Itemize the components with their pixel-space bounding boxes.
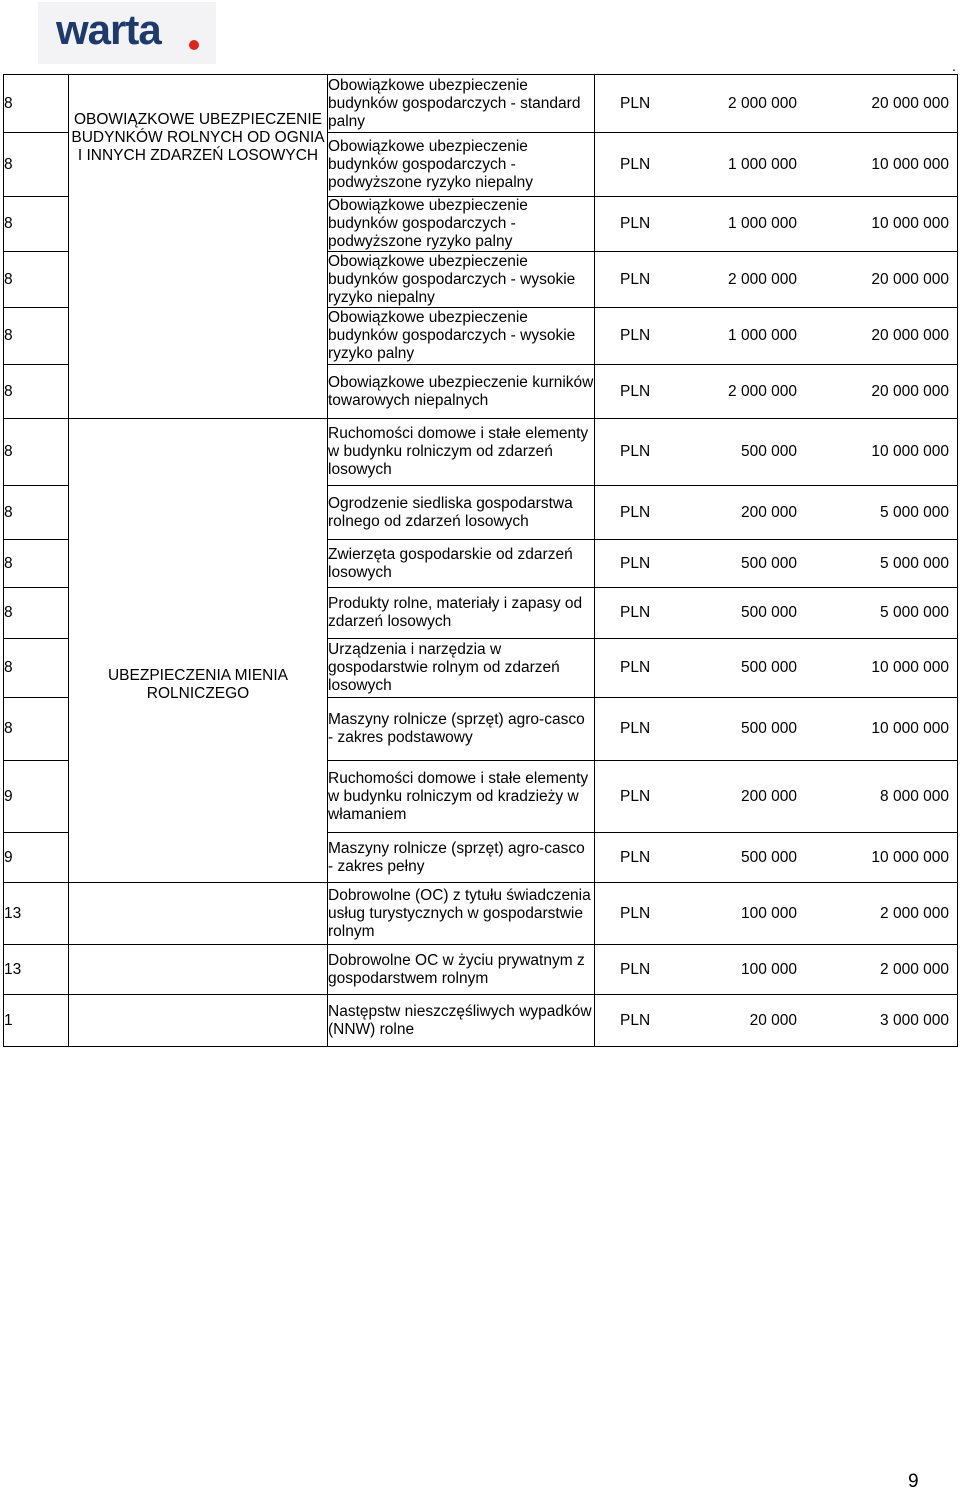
row-min-sum: 200 000 [740, 787, 797, 805]
row-max-sum: 10 000 000 [871, 443, 949, 460]
row-max-sum: 5 000 000 [880, 554, 949, 572]
row-currency: PLN [620, 720, 651, 737]
row-limits-values [595, 659, 957, 677]
row-code: 8 [4, 486, 69, 540]
row-description: Obowiązkowe ubezpieczenie budynków gospodarczych - podwyższone ryzyko palny [328, 197, 595, 252]
row-min-sum: 1 000 000 [728, 215, 797, 232]
logo-dot [189, 40, 199, 50]
row-description: Maszyny rolnicze (sprzęt) agro-casco - zakres podstawowy [328, 698, 595, 761]
category-buildings [69, 75, 328, 419]
row-max-sum: 10 000 000 [871, 720, 949, 737]
row-limits-values [595, 1012, 957, 1030]
row-limits [595, 833, 958, 883]
row-description: Obowiązkowe ubezpieczenie budynków gospodarczych - podwyższone ryzyko niepalny [328, 133, 595, 197]
row-min-sum: 1 000 000 [728, 327, 797, 344]
row-code: 13 [4, 945, 69, 995]
row-max-sum: 3 000 000 [880, 1011, 949, 1029]
row-code: 8 [4, 540, 69, 588]
table-row [4, 995, 958, 1047]
row-min-sum: 2 000 000 [728, 270, 797, 288]
row-max-sum: 10 000 000 [871, 659, 949, 676]
table-row [4, 945, 958, 995]
row-currency: PLN [620, 382, 651, 400]
logo-wordmark: warta [56, 6, 161, 53]
row-description: Obowiązkowe ubezpieczenie budynków gospodarczych - wysokie ryzyko palny [328, 308, 595, 365]
row-currency: PLN [620, 215, 651, 232]
row-currency: PLN [620, 787, 651, 805]
row-description: Maszyny rolnicze (sprzęt) agro-casco - zakres pełny [328, 833, 595, 883]
row-min-sum: 500 000 [740, 554, 797, 572]
row-min-sum: 2 000 000 [728, 94, 797, 112]
row-min-sum: 500 000 [740, 848, 797, 866]
row-currency: PLN [620, 1011, 651, 1029]
row-limits-values [595, 156, 957, 174]
row-limits [595, 639, 958, 698]
row-description: Produkty rolne, materiały i zapasy od zdarzeń losowych [328, 588, 595, 639]
row-currency: PLN [620, 848, 651, 866]
row-currency: PLN [620, 503, 651, 521]
row-max-sum: 10 000 000 [871, 155, 949, 173]
row-limits [595, 308, 958, 365]
row-min-sum: 200 000 [740, 503, 797, 521]
row-description: Ruchomości domowe i stałe elementy w budynku rolniczym od zdarzeń losowych [328, 419, 595, 486]
category-empty [69, 995, 328, 1047]
row-limits [595, 995, 958, 1047]
row-code: 8 [4, 308, 69, 365]
row-currency: PLN [620, 554, 651, 572]
row-limits-values [595, 327, 957, 345]
row-max-sum: 20 000 000 [871, 382, 949, 400]
row-max-sum: 5 000 000 [880, 604, 949, 621]
row-currency: PLN [620, 904, 651, 922]
row-code: 9 [4, 761, 69, 833]
row-max-sum: 2 000 000 [880, 960, 949, 978]
row-max-sum: 8 000 000 [880, 787, 949, 805]
row-description: Ruchomości domowe i stałe elementy w budynku rolniczym od kradzieży w włamaniem [328, 761, 595, 833]
row-code: 9 [4, 833, 69, 883]
row-description: Dobrowolne OC w życiu prywatnym z gospodarstwem rolnym [328, 945, 595, 995]
row-min-sum: 500 000 [740, 443, 797, 460]
insurance-table-body [4, 75, 958, 1047]
row-limits-values [595, 604, 957, 622]
insurance-table [3, 74, 958, 1047]
row-description: Następstw nieszczęśliwych wypadków (NNW) rolne [328, 995, 595, 1047]
row-limits-values [595, 215, 957, 233]
stray-mark: . [952, 58, 956, 74]
row-min-sum: 500 000 [740, 659, 797, 676]
row-limits [595, 540, 958, 588]
row-min-sum: 100 000 [740, 960, 797, 978]
row-max-sum: 10 000 000 [871, 848, 949, 866]
row-code: 13 [4, 883, 69, 945]
row-limits-values [595, 555, 957, 573]
row-limits [595, 419, 958, 486]
category-buildings-label: OBOWIĄZKOWE UBEZPIECZENIE BUDYNKÓW ROLNYCH OD OGNIA I INNYCH ZDARZEŃ LOSOWYCH [71, 110, 325, 164]
row-limits-values [595, 961, 957, 979]
row-code: 8 [4, 252, 69, 308]
row-limits [595, 75, 958, 133]
row-description: Obowiązkowe ubezpieczenie budynków gospodarczych - standard palny [328, 75, 595, 133]
row-description: Ogrodzenie siedliska gospodarstwa rolnego od zdarzeń losowych [328, 486, 595, 540]
category-property-label: UBEZPIECZENIA MIENIA ROLNICZEGO [107, 666, 288, 702]
row-max-sum: 20 000 000 [871, 270, 949, 288]
category-empty [69, 945, 328, 995]
row-min-sum: 500 000 [740, 604, 797, 621]
row-code: 8 [4, 419, 69, 486]
row-description: Obowiązkowe ubezpieczenie kurników towarowych niepalnych [328, 365, 595, 419]
row-code: 8 [4, 698, 69, 761]
row-description: Obowiązkowe ubezpieczenie budynków gospodarczych - wysokie ryzyko niepalny [328, 252, 595, 308]
row-limits [595, 698, 958, 761]
page-number: 9 [908, 1471, 919, 1492]
row-currency: PLN [620, 270, 651, 288]
row-limits-values [595, 788, 957, 806]
row-description: Dobrowolne (OC) z tytułu świadczenia usług turystycznych w gospodarstwie rolnym [328, 883, 595, 945]
category-property [69, 419, 328, 883]
row-code: 8 [4, 365, 69, 419]
row-code: 8 [4, 197, 69, 252]
row-code: 8 [4, 75, 69, 133]
row-code: 1 [4, 995, 69, 1047]
row-min-sum: 1 000 000 [728, 155, 797, 173]
row-limits-values [595, 443, 957, 461]
row-currency: PLN [620, 443, 651, 460]
row-currency: PLN [620, 604, 651, 621]
table-row [4, 419, 958, 486]
row-limits [595, 197, 958, 252]
row-max-sum: 20 000 000 [871, 94, 949, 112]
row-limits-values [595, 905, 957, 923]
row-currency: PLN [620, 960, 651, 978]
row-description: Urządzenia i narzędzia w gospodarstwie rolnym od zdarzeń losowych [328, 639, 595, 698]
row-code: 8 [4, 588, 69, 639]
row-limits [595, 883, 958, 945]
row-limits [595, 945, 958, 995]
row-min-sum: 500 000 [740, 720, 797, 737]
row-min-sum: 20 000 [749, 1011, 797, 1029]
row-limits [595, 761, 958, 833]
row-limits [595, 252, 958, 308]
row-currency: PLN [620, 155, 651, 173]
row-currency: PLN [620, 659, 651, 676]
row-limits [595, 133, 958, 197]
row-limits-values [595, 720, 957, 738]
table-row [4, 75, 958, 133]
row-code: 8 [4, 639, 69, 698]
row-currency: PLN [620, 94, 651, 112]
table-row [4, 883, 958, 945]
row-limits-values [595, 849, 957, 867]
row-limits-values [595, 383, 957, 401]
row-limits [595, 588, 958, 639]
row-code: 8 [4, 133, 69, 197]
row-limits-values [595, 95, 957, 113]
row-min-sum: 100 000 [740, 904, 797, 922]
row-description: Zwierzęta gospodarskie od zdarzeń losowych [328, 540, 595, 588]
row-limits-values [595, 271, 957, 289]
row-max-sum: 20 000 000 [871, 327, 949, 344]
warta-logo [38, 2, 216, 64]
category-empty [69, 883, 328, 945]
row-limits [595, 365, 958, 419]
row-currency: PLN [620, 327, 651, 344]
row-max-sum: 2 000 000 [880, 904, 949, 922]
row-limits [595, 486, 958, 540]
row-max-sum: 10 000 000 [871, 215, 949, 232]
row-min-sum: 2 000 000 [728, 382, 797, 400]
row-limits-values [595, 504, 957, 522]
row-max-sum: 5 000 000 [880, 503, 949, 521]
